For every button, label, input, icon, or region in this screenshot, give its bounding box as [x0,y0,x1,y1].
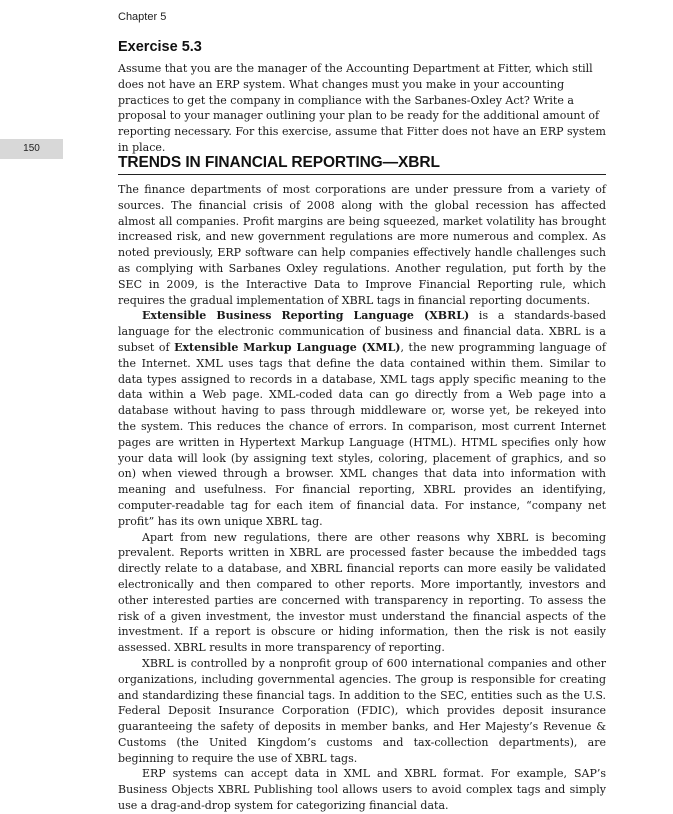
paragraph-2 [118,308,606,529]
section-heading: TRENDS IN FINANCIAL REPORTING—XBRL [118,154,606,175]
chapter-label: Chapter 5 [118,11,167,23]
paragraph-5: ERP systems can accept data in XML and XBRL format. For example, SAP’s Business Objects XBRL Publishing tool allows users to avoid complex tags and simply use a drag-and-drop system for categorizing financial data. [118,767,606,813]
page-number-tab: 150 [0,139,63,159]
section-body [118,182,606,814]
paragraph-2-text-1: is a standards-based language for the electronic communication of business and financial data. XBRL is a subset of [118,309,606,354]
term-xml: Extensible Markup Language (XML) [174,340,401,354]
paragraph-4: XBRL is controlled by a nonprofit group of 600 international companies and other organizations, including governmental agencies. The group is responsible for creating and standardizing these financial tags. In addition to the SEC, entities such as the U.S. Federal Deposit Insurance Corporation (FDIC), which provides deposit insurance guaranteeing the safety of deposits in member banks, and Her Majesty’s Revenue & Customs (the United Kingdom’s customs and tax-collection departments), are beginning to require the use of XBRL tags. [118,656,606,765]
paragraph-1: The finance departments of most corporations are under pressure from a variety of sources. The financial crisis of 2008 along with the global recession has affected almost all companies. Profit margins are being squeezed, market volatility has brought increased risk, and new government regulations are more numerous and complex. As noted previously, ERP software can help companies effectively handle challenges such as complying with Sarbanes Oxley regulations. Another regulation, put forth by the SEC in 2009, is the Interactive Data to Improve Financial Reporting rule, which requires the gradual implementation of XBRL tags in financial reporting documents. [118,183,606,307]
term-xbrl: Extensible Business Reporting Language (XBRL) [142,309,470,323]
paragraph-3: Apart from new regulations, there are other reasons why XBRL is becoming prevalent. Reports written in XBRL are processed faster because the imbedded tags directly relate to a database, and XBRL financial reports can more easily be validated electronically and then compared to other reports. More importantly, investors and other interested parties are concerned with transparency in reporting. To assess the risk of a given investment, the investor must understand the financial aspects of the investment. If a report is obscure or hiding information, then the risk is not easily assessed. XBRL results in more transparency of reporting. [118,530,606,655]
paragraph-2-text-2: , the new programming language of the Internet. XML uses tags that define the data contained within them. Similar to data types assigned to records in a database, XML tags apply specific meaning to the data within a Web page. XML-coded data can go directly from a Web page into a database without having to pass through middleware or, worse yet, be rekeyed into the system. This reduces the chance of errors. In comparison, most current Internet pages are written in Hypertext Markup Language (HTML). HTML specifies only how your data will look (by assigning text styles, coloring, placement of graphics, and so on) when viewed through a browser. XML changes that data into information with meaning and usefulness. For financial reporting, XBRL provides an identifying, computer-readable tag for each item of financial data. For instance, “company net profit” has its own unique XBRL tag. [118,340,606,528]
exercise-title: Exercise 5.3 [118,39,202,55]
exercise-body: Assume that you are the manager of the Accounting Department at Fitter, which still does not have an ERP system. What changes must you make in your accounting practices to get the company in compliance with the Sarbanes-Oxley Act? Write a proposal to your manager outlining your plan to be ready for the additional amount of reporting necessary. For this exercise, assume that Fitter does not have an ERP system in place. [118,62,606,154]
